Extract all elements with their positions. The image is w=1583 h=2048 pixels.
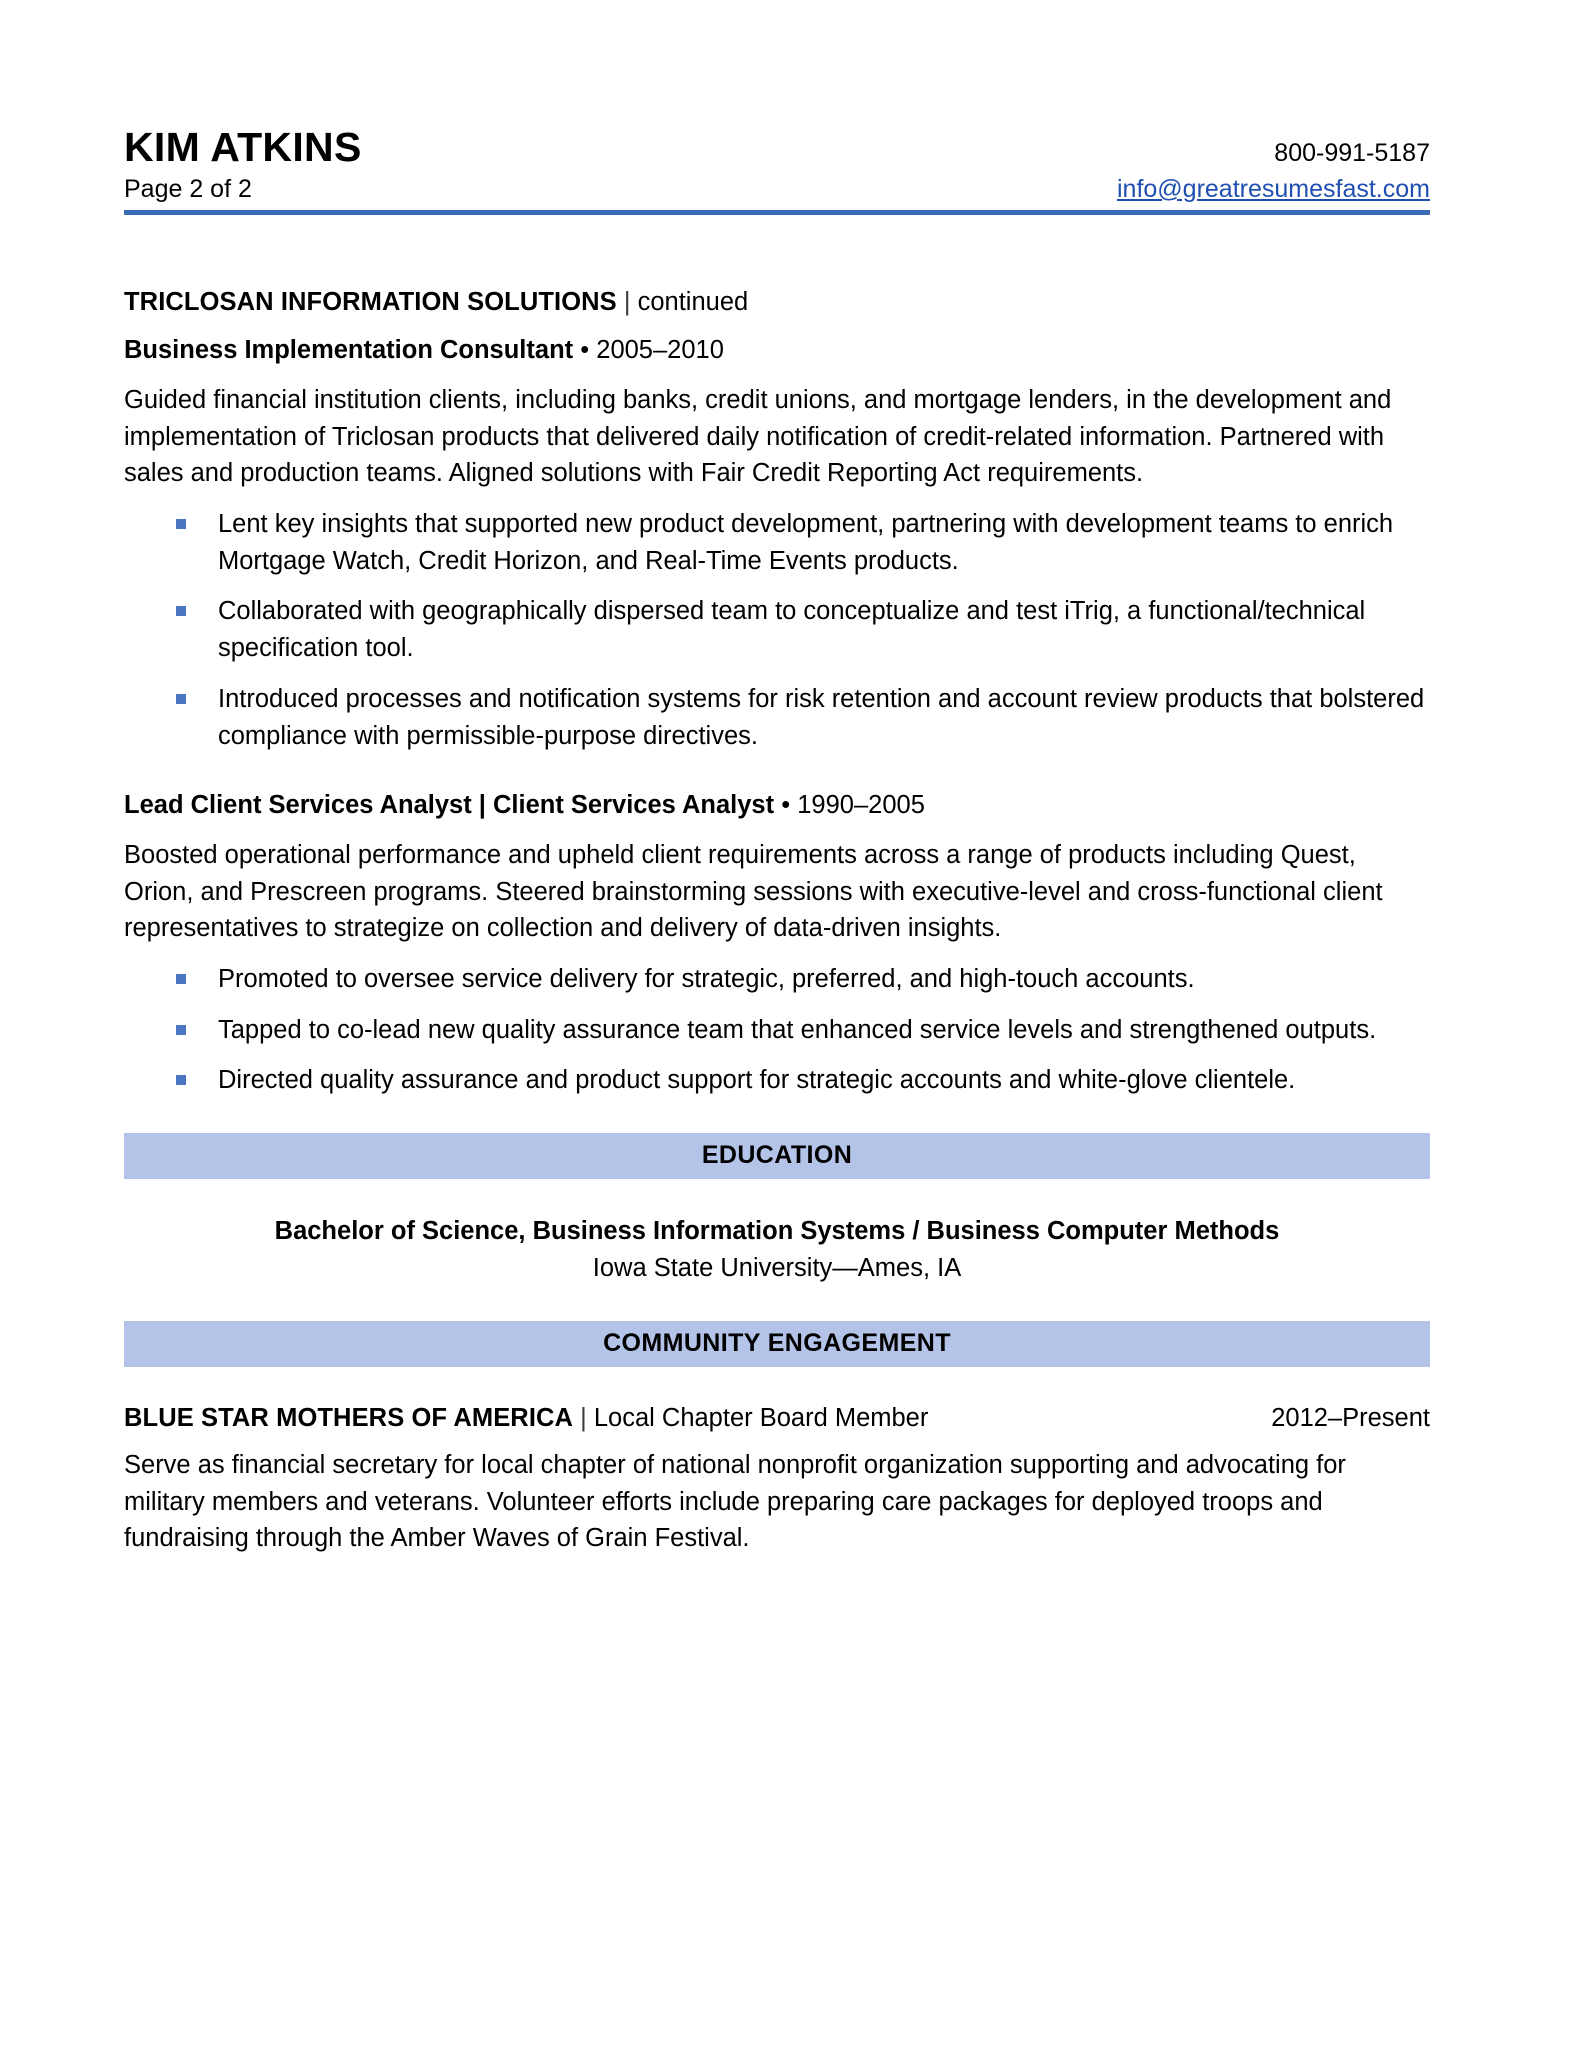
list-item-text: Collaborated with geographically dispersed team to conceptualize and test iTrig, a functional/technical specification tool. bbox=[218, 597, 1366, 663]
list-item-text: Introduced processes and notification systems for risk retention and account review products that bolstered compliance with permissible-purpose directives. bbox=[218, 684, 1425, 750]
job-summary: Guided financial institution clients, including banks, credit unions, and mortgage lenders, in the development and implementation of Triclosan products that delivered daily notification of credit-related information. Partnered with sales and production teams. Aligned solutions with Fair Credit Reporting Act requirements. bbox=[124, 385, 1392, 488]
spacer bbox=[124, 1287, 1430, 1321]
organization-description: Serve as financial secretary for local chapter of national nonprofit organization supporting and advocating for military members and veterans. Volunteer efforts include preparing care packages for deployed troops and fundraising through the Amber Waves of Grain Festival. bbox=[124, 1450, 1346, 1553]
header-top-row bbox=[124, 126, 1430, 169]
list-item bbox=[176, 593, 1430, 666]
square-bullet-icon bbox=[176, 974, 186, 984]
job-summary: Boosted operational performance and upheld client requirements across a range of products including Quest, Orion, and Prescreen programs. Steered brainstorming sessions with executive-level and cross-functional client representatives to strategize on collection and delivery of data-driven insights. bbox=[124, 840, 1383, 943]
company-separator: | bbox=[623, 288, 631, 317]
organization-separator: | bbox=[580, 1403, 587, 1432]
page-title: KIM ATKINS bbox=[124, 124, 362, 170]
organization-left bbox=[124, 1401, 928, 1435]
phone-number: 800-991-5187 bbox=[1274, 139, 1430, 167]
job-title-bullet-separator: • bbox=[580, 336, 590, 365]
spacer bbox=[124, 1179, 1430, 1213]
job-dates: 1990–2005 bbox=[797, 791, 925, 820]
square-bullet-icon bbox=[176, 1075, 186, 1085]
job-bullet-list bbox=[124, 506, 1430, 754]
education-section bbox=[124, 1133, 1430, 1287]
list-item-text: Tapped to co-lead new quality assurance team that enhanced service levels and strengthened outputs. bbox=[218, 1015, 1377, 1044]
community-section-header: COMMUNITY ENGAGEMENT bbox=[124, 1321, 1430, 1367]
role-entry bbox=[124, 333, 1430, 754]
list-item bbox=[176, 681, 1430, 754]
job-title: Business Implementation Consultant bbox=[124, 336, 574, 365]
organization-role: Local Chapter Board Member bbox=[593, 1403, 929, 1432]
list-item bbox=[176, 506, 1430, 579]
job-title-line bbox=[124, 788, 1430, 822]
square-bullet-icon bbox=[176, 1025, 186, 1035]
spacer bbox=[124, 215, 1430, 285]
job-title-line bbox=[124, 333, 1430, 367]
square-bullet-icon bbox=[176, 694, 186, 704]
list-item-text: Lent key insights that supported new product development, partnering with development teams to enrich Mortgage Watch, Credit Horizon, and Real-Time Events products. bbox=[218, 510, 1394, 575]
square-bullet-icon bbox=[176, 519, 186, 529]
company-heading bbox=[124, 285, 1430, 319]
email-link[interactable]: info@greatresumesfast.com bbox=[1116, 175, 1430, 204]
list-item bbox=[176, 961, 1430, 998]
degree-title: Bachelor of Science, Business Information Systems / Business Computer Methods bbox=[274, 1216, 1280, 1245]
list-item bbox=[176, 1062, 1430, 1099]
square-bullet-icon bbox=[176, 606, 186, 616]
role-entry bbox=[124, 788, 1430, 1099]
list-item-text: Directed quality assurance and product support for strategic accounts and white-glove clientele. bbox=[218, 1066, 1296, 1095]
company-name: TRICLOSAN INFORMATION SOLUTIONS bbox=[124, 288, 617, 317]
list-item bbox=[176, 1012, 1430, 1049]
job-bullet-list bbox=[124, 961, 1430, 1099]
list-item-text: Promoted to oversee service delivery for strategic, preferred, and high-touch accounts. bbox=[218, 964, 1195, 993]
page-header bbox=[124, 0, 1430, 215]
job-title: Lead Client Services Analyst | Client Services Analyst bbox=[124, 791, 775, 820]
spacer bbox=[124, 1367, 1430, 1401]
organization-dates: 2012–Present bbox=[1271, 1403, 1430, 1432]
school-name: Iowa State University—Ames, IA bbox=[592, 1253, 962, 1282]
header-second-row bbox=[124, 175, 1430, 204]
experience-section bbox=[124, 285, 1430, 1099]
page-content bbox=[124, 0, 1430, 1565]
organization-name: BLUE STAR MOTHERS OF AMERICA bbox=[124, 1403, 574, 1432]
spacer bbox=[124, 754, 1430, 788]
community-engagement-section bbox=[124, 1321, 1430, 1557]
job-title-bullet-separator: • bbox=[781, 791, 791, 820]
job-dates: 2005–2010 bbox=[596, 336, 724, 365]
spacer bbox=[124, 1099, 1430, 1133]
company-continued-label: continued bbox=[637, 288, 749, 317]
organization-heading bbox=[124, 1401, 1430, 1435]
page-number-label: Page 2 of 2 bbox=[124, 175, 252, 204]
education-section-header: EDUCATION bbox=[124, 1133, 1430, 1179]
